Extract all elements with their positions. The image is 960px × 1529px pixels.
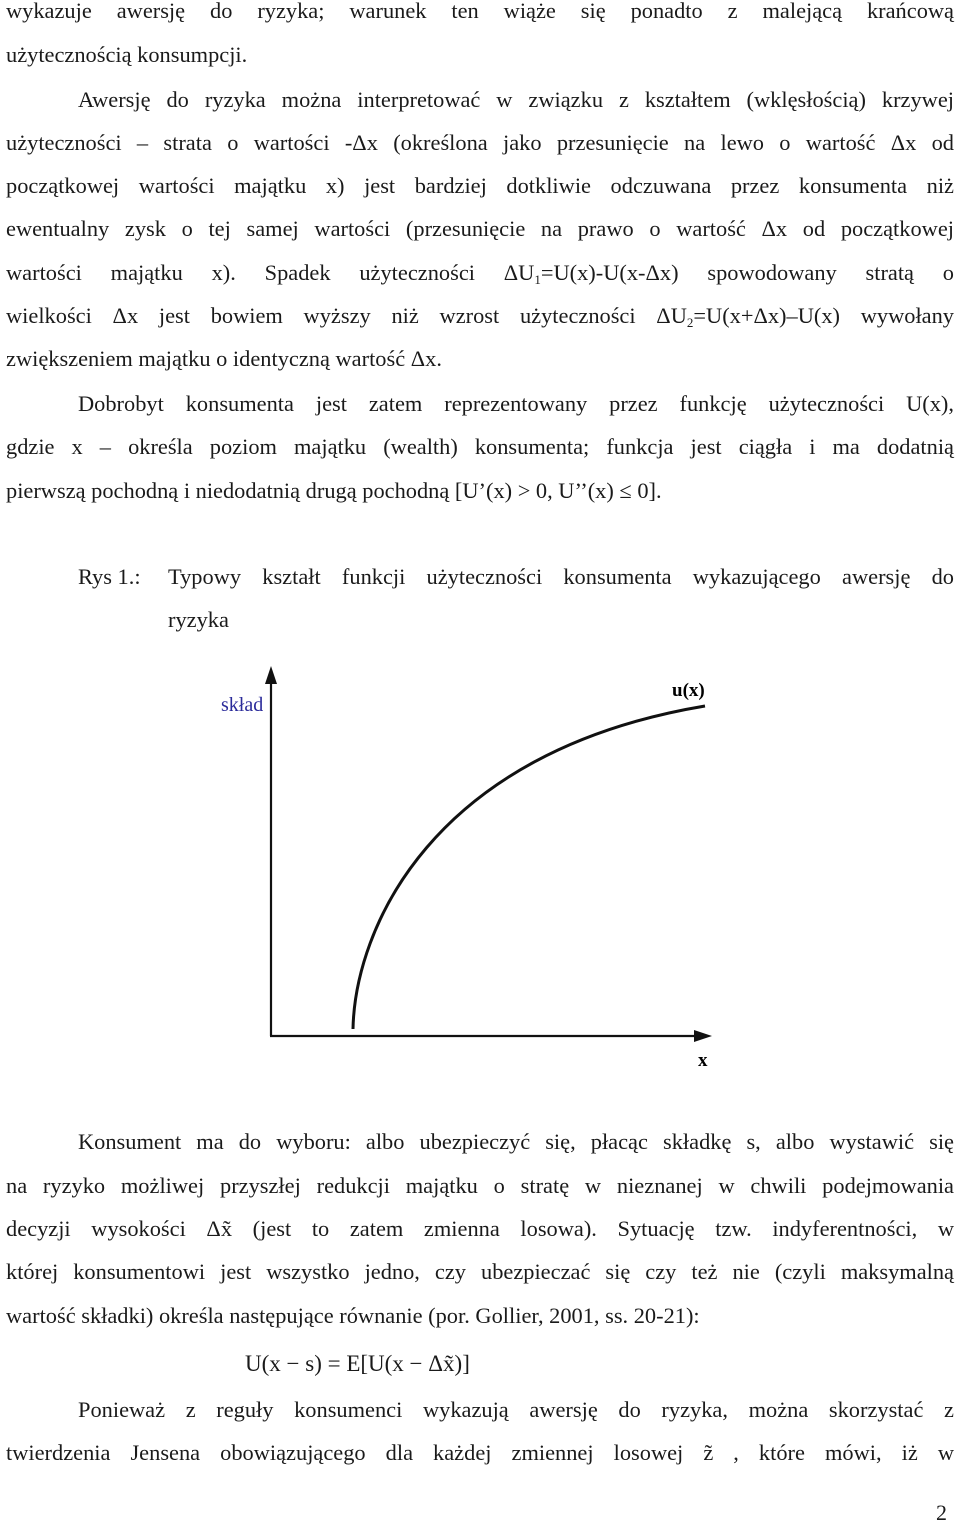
text-line: decyzji wysokości Δx̃ (jest to zatem zmienna losowa). Sytuację tzw. indyferentności, w bbox=[6, 1216, 954, 1241]
overlay-text: skład bbox=[221, 694, 264, 716]
text-line: której konsumentowi jest wszystko jedno, czy ubezpieczać się czy też nie (czyli maksymalną bbox=[6, 1259, 954, 1284]
y-axis bbox=[265, 666, 277, 1036]
text-line: użyteczności – strata o wartości -Δx (określona jako przesunięcie na lewo o wartość Δx od bbox=[6, 130, 954, 155]
x-axis-label: x bbox=[698, 1050, 708, 1071]
figure-number: Rys 1.: bbox=[78, 564, 141, 589]
page-number: 2 bbox=[936, 1500, 947, 1525]
utility-curve-figure bbox=[0, 660, 960, 1100]
utility-curve bbox=[353, 706, 705, 1029]
text-line: Dobrobyt konsumenta jest zatem reprezentowany przez funkcję użyteczności U(x), bbox=[78, 391, 954, 416]
text-line: wykazuje awersję do ryzyka; warunek ten wiąże się ponadto z malejącą krańcową bbox=[6, 0, 954, 23]
x-axis bbox=[270, 1030, 712, 1042]
text-fragment: =U(x)-U(x-Δx) spowodowany stratą o bbox=[540, 260, 954, 285]
text-line: zwiększeniem majątku o identyczną wartość Δx. bbox=[6, 346, 442, 371]
text-line: początkowej wartości majątku x) jest bardziej dotkliwie odczuwana przez konsumenta niż bbox=[6, 173, 954, 198]
equation: U(x − s) = E[U(x − Δx̃)] bbox=[245, 1351, 470, 1376]
curve-label: u(x) bbox=[672, 680, 705, 701]
text-fragment: wartości majątku x). Spadek użyteczności ΔU bbox=[6, 260, 535, 285]
text-line: gdzie x – określa poziom majątku (wealth) konsumenta; funkcja jest ciągła i ma dodatnią bbox=[6, 434, 954, 459]
subscript: 2 bbox=[686, 315, 694, 330]
text-line: Ponieważ z reguły konsumenci wykazują awersję do ryzyka, można skorzystać z bbox=[78, 1397, 954, 1422]
text-line: wartość składki) określa następujące równanie (por. Gollier, 2001, ss. 20-21): bbox=[6, 1303, 700, 1328]
text-line bbox=[6, 258, 954, 288]
text-line: na ryzyko możliwej przyszłej redukcji majątku o stratę w nieznanej w chwili podejmowania bbox=[6, 1173, 954, 1198]
text-line: twierdzenia Jensena obowiązującego dla każdej zmiennej losowej z̃ , które mówi, iż w bbox=[6, 1440, 954, 1465]
text-line bbox=[6, 301, 954, 331]
figure-caption: ryzyka bbox=[168, 607, 229, 632]
text-line: pierwszą pochodną i niedodatnią drugą pochodną [U’(x) > 0, U’’(x) ≤ 0]. bbox=[6, 478, 662, 503]
text-line: użytecznością konsumpcji. bbox=[6, 42, 248, 67]
subscript: 1 bbox=[534, 272, 541, 287]
text-fragment: =U(x+Δx)–U(x) wywołany bbox=[693, 303, 955, 328]
text-fragment: wielkości Δx jest bowiem wyższy niż wzrost użyteczności ΔU bbox=[6, 303, 687, 328]
text-line: Awersję do ryzyka można interpretować w związku z kształtem (wklęsłością) krzywej bbox=[78, 87, 954, 112]
figure-caption: Typowy kształt funkcji użyteczności konsumenta wykazującego awersję do bbox=[168, 564, 954, 589]
text-line: Konsument ma do wyboru: albo ubezpieczyć się, płacąc składkę s, albo wystawić się bbox=[78, 1129, 954, 1154]
text-line: ewentualny zysk o tej samej wartości (przesunięcie na prawo o wartość Δx od początkowej bbox=[6, 216, 954, 241]
